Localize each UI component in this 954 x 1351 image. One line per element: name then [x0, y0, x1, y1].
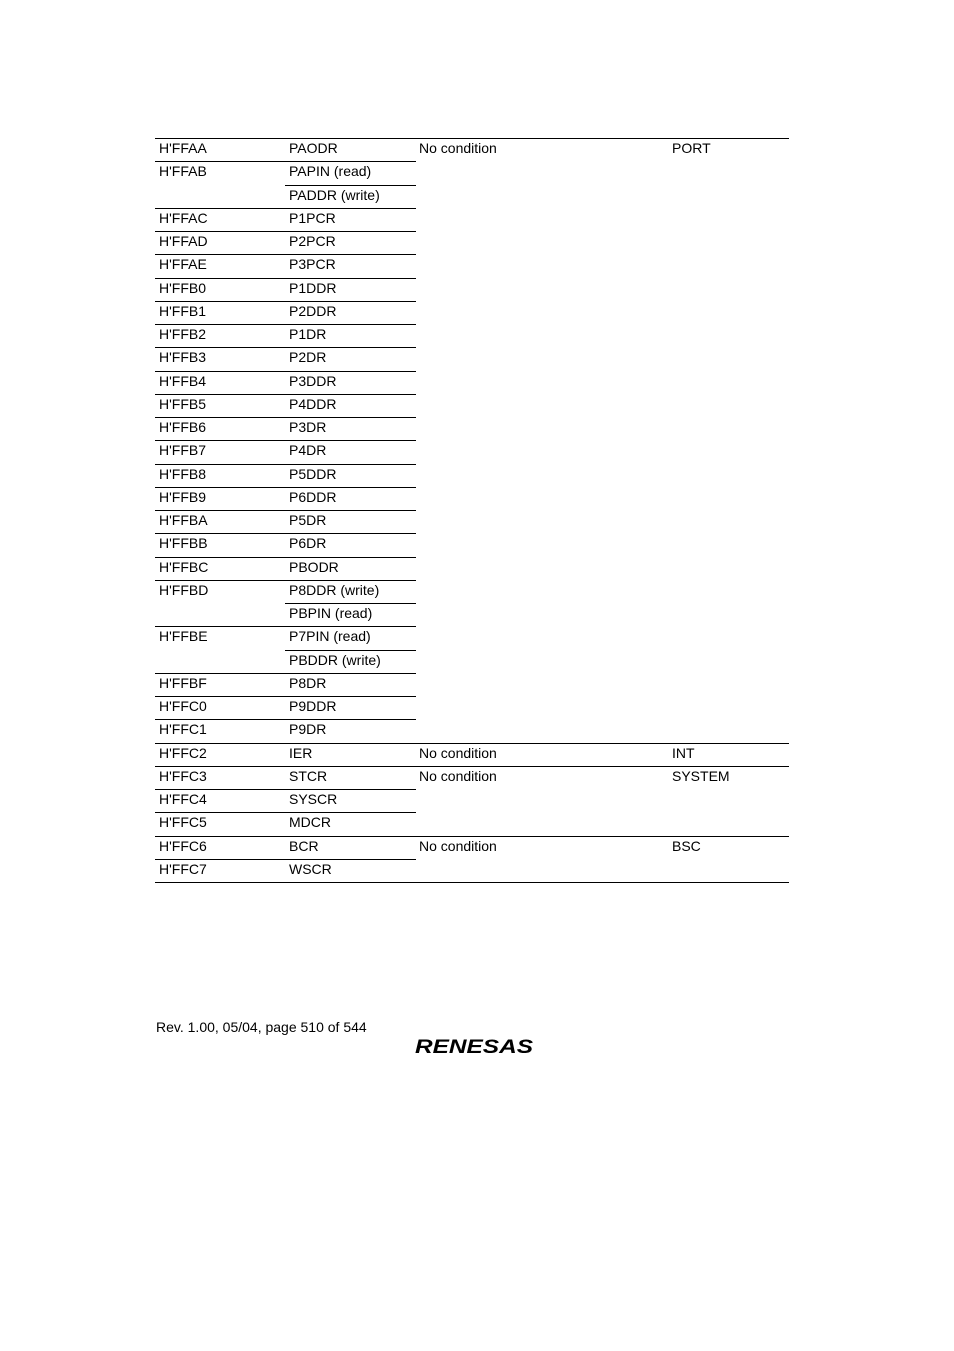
register-address: H'FFB6 [159, 419, 207, 435]
register-name: P3DDR [289, 372, 337, 389]
row-separator-line [155, 859, 416, 860]
register-name: P6DDR [289, 488, 337, 505]
register-name: SYSCR [289, 791, 338, 807]
register-name: P3DR [289, 419, 327, 435]
row-separator-line [155, 417, 416, 418]
row-separator-line [155, 626, 416, 627]
register-name: P1DDR [289, 279, 337, 296]
group-separator-line [155, 766, 789, 767]
register-address: H'FFB3 [159, 349, 207, 366]
register-name: PBDDR (write) [289, 651, 381, 668]
group-separator-line [155, 836, 789, 837]
register-name: P9DR [289, 721, 327, 738]
module-name: PORT [672, 140, 711, 156]
register-address: H'FFB5 [159, 395, 207, 412]
register-address: H'FFB9 [159, 488, 207, 505]
module-name: INT [672, 744, 695, 761]
register-address: H'FFBF [159, 674, 207, 691]
register-address: H'FFBA [159, 512, 208, 528]
register-address: H'FFBB [159, 535, 208, 552]
register-address: H'FFB4 [159, 372, 207, 389]
register-address: H'FFC6 [159, 837, 207, 854]
register-address: H'FFB8 [159, 465, 207, 482]
register-name: BCR [289, 837, 319, 854]
row-separator-line [155, 812, 416, 813]
row-separator-line [155, 278, 416, 279]
register-name: STCR [289, 767, 328, 784]
group-separator-line [155, 743, 789, 744]
row-separator-line [155, 580, 416, 581]
row-separator-line [155, 208, 416, 209]
register-address: H'FFC0 [159, 698, 207, 714]
register-name: WSCR [289, 860, 332, 877]
renesas-logo [413, 1035, 535, 1057]
register-name: P4DR [289, 442, 327, 459]
footer-page-info: Rev. 1.00, 05/04, page 510 of 544 [156, 1019, 367, 1035]
row-separator-line [155, 533, 416, 534]
register-name: PBPIN (read) [289, 605, 373, 621]
row-separator-line [155, 510, 416, 511]
register-address: H'FFC1 [159, 721, 207, 738]
row-separator-line [155, 487, 416, 488]
sub-row-separator-line [285, 650, 416, 651]
register-address: H'FFC2 [159, 744, 207, 761]
register-name: P9DDR [289, 698, 337, 714]
register-address: H'FFAD [159, 233, 208, 249]
register-address: H'FFAA [159, 140, 207, 156]
row-separator-line [155, 324, 416, 325]
register-name: P2DDR [289, 302, 337, 319]
register-address: H'FFC3 [159, 767, 207, 784]
row-separator-line [155, 557, 416, 558]
logo-text: RENESAS [415, 1037, 534, 1057]
register-name: P2DR [289, 349, 327, 366]
access-condition: No condition [419, 140, 497, 156]
row-separator-line [155, 231, 416, 232]
register-table [155, 138, 789, 884]
row-separator-line [155, 161, 416, 162]
row-separator-line [155, 464, 416, 465]
row-separator-line [155, 371, 416, 372]
register-name: P5DDR [289, 465, 337, 482]
register-name: P3PCR [289, 256, 336, 273]
register-name: P6DR [289, 535, 327, 552]
module-name: BSC [672, 837, 701, 854]
access-condition: No condition [419, 767, 497, 784]
row-separator-line [155, 347, 416, 348]
access-condition: No condition [419, 837, 497, 854]
row-separator-line [155, 789, 416, 790]
row-separator-line [155, 301, 416, 302]
register-address: H'FFC5 [159, 814, 207, 831]
register-name: PAODR [289, 140, 338, 156]
row-separator-line [155, 719, 416, 720]
register-name: P2PCR [289, 233, 336, 249]
sub-row-separator-line [285, 603, 416, 604]
row-separator-line [155, 254, 416, 255]
register-address: H'FFAB [159, 163, 207, 180]
register-address: H'FFAE [159, 256, 207, 273]
row-separator-line [155, 696, 416, 697]
register-name: P8DR [289, 674, 327, 691]
register-address: H'FFC4 [159, 791, 207, 807]
register-name: PBODR [289, 558, 339, 575]
register-address: H'FFB1 [159, 302, 207, 319]
register-name: PAPIN (read) [289, 163, 372, 180]
row-separator-line [155, 673, 416, 674]
register-address: H'FFBC [159, 558, 209, 575]
register-address: H'FFB2 [159, 326, 207, 342]
access-condition: No condition [419, 744, 497, 761]
register-name: P5DR [289, 512, 327, 528]
register-name: MDCR [289, 814, 331, 831]
register-address: H'FFBE [159, 628, 208, 645]
register-address: H'FFB7 [159, 442, 207, 459]
sub-row-separator-line [285, 185, 416, 186]
register-name: P7PIN (read) [289, 628, 371, 645]
register-address: H'FFBD [159, 581, 209, 598]
register-name: IER [289, 744, 313, 761]
register-address: H'FFC7 [159, 860, 207, 877]
register-name: P8DDR (write) [289, 581, 380, 598]
module-name: SYSTEM [672, 767, 730, 784]
register-address: H'FFB0 [159, 279, 207, 296]
table-bottom-line [155, 882, 789, 883]
row-separator-line [155, 440, 416, 441]
group-separator-line [155, 138, 789, 139]
row-separator-line [155, 394, 416, 395]
register-name: P4DDR [289, 395, 337, 412]
register-name: P1DR [289, 326, 327, 342]
register-address: H'FFAC [159, 209, 208, 226]
register-name: P1PCR [289, 209, 336, 226]
register-name: PADDR (write) [289, 186, 380, 203]
